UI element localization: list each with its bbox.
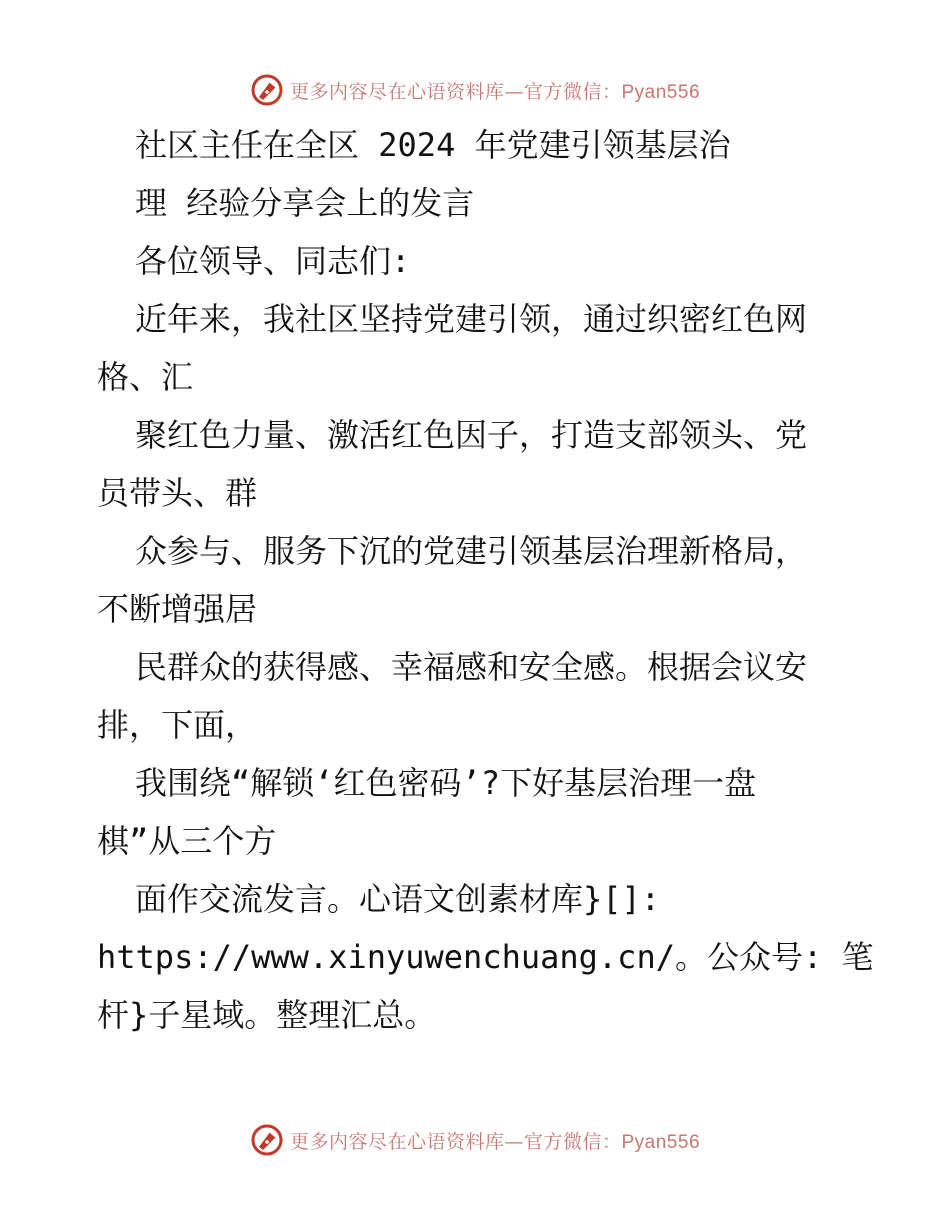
document-line: 社区主任在全区 2024 年党建引领基层治 xyxy=(135,126,731,164)
document-line: 格、汇 xyxy=(97,358,194,396)
document-line: https://www.xinyuwenchuang.cn/。公众号: 笔 xyxy=(97,938,874,976)
document-line: 近年来，我社区坚持党建引领，通过织密红色网 xyxy=(135,300,808,338)
document-line: 众参与、服务下沉的党建引领基层治理新格局， xyxy=(135,532,808,570)
document-body xyxy=(97,116,897,1044)
document-line: 排，下面， xyxy=(97,706,258,744)
document-line: 不断增强居 xyxy=(97,590,258,628)
header-watermark-banner xyxy=(0,70,950,110)
watermark-text: 更多内容尽在心语资料库—官方微信：Pyan556 xyxy=(289,1130,701,1153)
pen-nib-logo-icon xyxy=(250,73,284,107)
document-line: 杆}子星域。整理汇总。 xyxy=(97,996,437,1034)
watermark-text: 更多内容尽在心语资料库—官方微信：Pyan556 xyxy=(289,80,701,103)
document-line: 棋”从三个方 xyxy=(97,822,277,860)
footer-watermark-banner xyxy=(0,1120,950,1160)
document-line: 我围绕“解锁‘红色密码’?下好基层治理一盘 xyxy=(135,764,757,802)
document-line: 理 经验分享会上的发言 xyxy=(135,184,475,222)
wechat-id: Pyan556 xyxy=(621,81,701,103)
document-line: 员带头、群 xyxy=(97,474,258,512)
document-line: 聚红色力量、激活红色因子，打造支部领头、党 xyxy=(135,416,808,454)
pen-nib-logo-icon xyxy=(250,1123,284,1157)
wechat-id: Pyan556 xyxy=(621,1131,701,1153)
document-line: 各位领导、同志们: xyxy=(135,242,411,280)
document-line: 面作交流发言。心语文创素材库}[]: xyxy=(135,880,661,918)
document-line: 民群众的获得感、幸福感和安全感。根据会议安 xyxy=(135,648,808,686)
